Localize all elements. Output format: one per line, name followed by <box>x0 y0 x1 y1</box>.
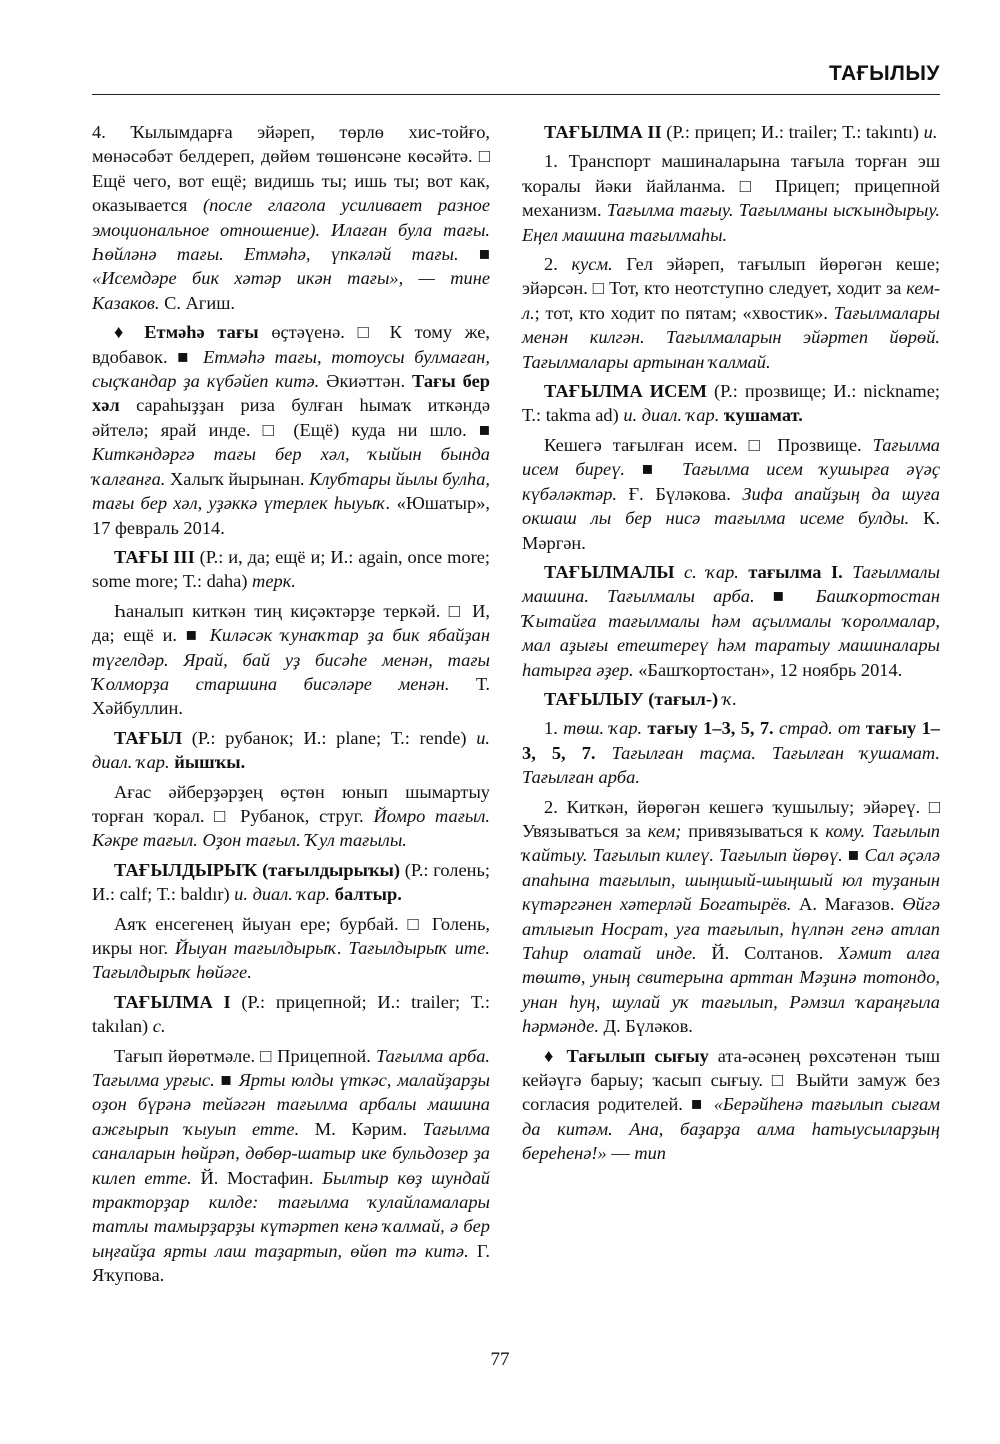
headword-entry: ТАҒЫЛМА I (Р.: прицепной; И.: trailer; Т.: takılan) с. <box>92 991 490 1037</box>
running-header <box>92 60 940 95</box>
definition-paragraph: 2. кусм. Гел эйәреп, тағылып йөрөгән кеше; эйәрсән. □ Тот, кто неотступно следует, ходит за кем-л.; тот, кто ходит по пятам; «хвостик». Тағылмалары менән килгән. Тағылмаларын эйәртеп йөрөй. Тағылмалары артынан ҡалмай. <box>522 254 940 372</box>
idiom-paragraph: ♦ Етмәһә тағы өҫтәүенә. □ К тому же, вдобавок. ■ Етмәһә тағы, тотоусы булмаған, сыҫҡандар ҙа күбәйеп китә. Әкиәттән. Тағы бер хәл сараһыҙҙан риза булған һымаҡ иткәндә әйтелә; ярай инде. □ (Ещё) куда ни шло. ■ Киткәндәргә тағы бер хәл, ҡыйын бында ҡалғанға. Халыҡ йырынан. Клубтары йылы булһа, тағы бер хәл, уҙәккә үтерлек һыуыҡ. «Юшатыр», 17 февраль 2014. <box>92 322 491 538</box>
headword-entry: ТАҒЫ III (Р.: и, да; ещё и; И.: again, once more; some more; Т.: daha) терк. <box>92 546 490 592</box>
page-number: 77 <box>490 1349 510 1370</box>
left-column <box>92 120 490 1293</box>
running-head-title: ТАҒЫЛЫУ <box>829 62 940 85</box>
right-column <box>522 120 940 1171</box>
definition-paragraph: 1. Транспорт машиналарына тағыла торған эш ҡоралы йәки йайланма. □ Прицеп; прицепной механизм. Тағылма тағыу. Тағылманы ысҡындырыу. Еңел машина тағылмаһы. <box>522 151 940 245</box>
definition-paragraph: Кешегә тағылған исем. □ Прозвище. Тағылма исем биреү. ■ Тағылма исем ҡушырға әүәҫ күбәләктәр. Ғ. Бүләкова. Зифа апайҙың да шуға окшаш лы бер нисә тағылма исеме булды. К. Мәргән. <box>522 434 940 553</box>
headword-entry: ТАҒЫЛЫУ (тағыл-) ҡ. <box>544 688 738 709</box>
entry-paragraph: 4. Ҡылымдарға эйәреп, төрлө хис-тойғо, мөнәсәбәт белдереп, дөйөм төшөнсәне көсәйтә. □ Ещё чего, вот ещё; видишь ты; ишь ты; вот как, оказывается (после глагола усиливает разное эмоциональное отношение). Илаған була тағы. Һөйләнә тағы. Етмәһә, үпкәләй тағы. ■ «Исемдәре бик хәтәр икән тағы», — тине Казаков. С. Агиш. <box>92 122 490 313</box>
definition-paragraph: Тағып йөрөтмәле. □ Прицепной. Тағылма арба. Тағылма урғыс. ■ Ярты юлды үткәс, малайҙарҙы оҙон бүрәнә тейәгән тағылма арбалы машина ажғырып ҡыуып етте. М. Кәрим. Тағылма саналарын һөйрәп, дөбөр-шатыр ике бульдозер ҙа килеп етте. Й. Мостафин. Былтыр көҙ шундай тракторҙар килде: тағылма ҡулайламалары татлы тамырҙарҙы күтәртеп кенә ҡалмай, ә бер ыңғайҙа ярты лаш таҙартып, өйөп тә китә. Г. Яҡупова. <box>92 1045 491 1286</box>
headword-entry: ТАҒЫЛМА ИСЕМ (Р.: прозвище; И.: nickname; Т.: takma ad) и. диал. ҡар. ҡушамат. <box>522 381 940 426</box>
headword-entry: ТАҒЫЛДЫРЫҠ (тағылдырыҡы) (Р.: голень; И.: calf; Т.: baldır) и. диал. ҡар. балтыр. <box>92 859 490 905</box>
headword-entry: ТАҒЫЛ (Р.: рубанок; И.: plane; Т.: rende) и. диал. ҡар. йышҡы. <box>92 727 490 773</box>
headword-entry: ТАҒЫЛМАЛЫ с. ҡар. тағылма I. Тағылмалы машина. Тағылмалы арба. ■ Башҡортостан Ҡытайға тағылмалы һәм аҫылмалы ҡоролмалар, мал аҙығы етештереү һәм таратыу машиналары һатырға әҙер. «Башҡортостан», 12 ноябрь 2014. <box>522 561 941 680</box>
definition-paragraph: 1. төш. ҡар. тағыу 1–3, 5, 7. страд. от тағыу 1–3, 5, 7. Тағылған таҫма. Тағылған ҡушамат. Тағылған арба. <box>522 718 940 788</box>
idiom-paragraph: ♦ Тағылып сығыу ата-әсәнең рөхсәтенән тыш кейәүгә барыу; ҡасып сығыу. □ Выйти замуж без согласия родителей. ■ «Берәйһенә тағылып сығам да китәм. Ана, баҙарҙа алма һатыусыларҙың береһенә!» — тип <box>522 1045 941 1164</box>
definition-paragraph: Һаналып киткән тиң киҫәктәрҙе теркәй. □ И, да; ещё и. ■ Киләсәк ҡунаҡтар ҙа бик ябайҙан түгелдәр. Ярай, бай уҙ бисәһе менән, тағы Ҡолморҙа старшина бисәләре менән. Т. Хәйбуллин. <box>92 600 490 719</box>
headword-entry: ТАҒЫЛМА II (Р.: прицеп; И.: trailer; Т.: takıntı) и. <box>544 122 938 142</box>
definition-paragraph: 2. Киткән, йөрөгән кешегә ҡушылыу; эйәреү. □ Увязываться за кем; привязываться к кому. Тағылып ҡайтыу. Тағылып килеү. Тағылып йөрөү. ■ Сал әҫәлә апаһына тағылып, шыңшый-шыңшый юл туҙанын күтәргәнен хәтерләй Богатырёв. А. Мағазов. Өйгә атлығып Носрат, уға тағылып, һүлпән генә атлап Таһир олатай инде. Й. Солтанов. Хәмит алға төштө, уның свитерына арттан Мәҙинә тотондо, унан һуң, шулай уҡ тағылып, Рәмзил ҡараңғыла һәрмәнде. Д. Бүләков. <box>522 796 941 1037</box>
definition-paragraph: Аяҡ енсегенең йыуан ере; бурбай. □ Голень, икры ног. Йыуан тағылдырыҡ. Тағылдырыҡ ите. Тағылдырыҡ һөйәге. <box>92 913 490 983</box>
definition-paragraph: Ағас әйберҙәрҙең өҫтөн юнып шымартыу торған ҡорал. □ Рубанок, струг. Йомро тағыл. Кәкре тағыл. Оҙон тағыл. Ҡул тағылы. <box>92 781 490 851</box>
